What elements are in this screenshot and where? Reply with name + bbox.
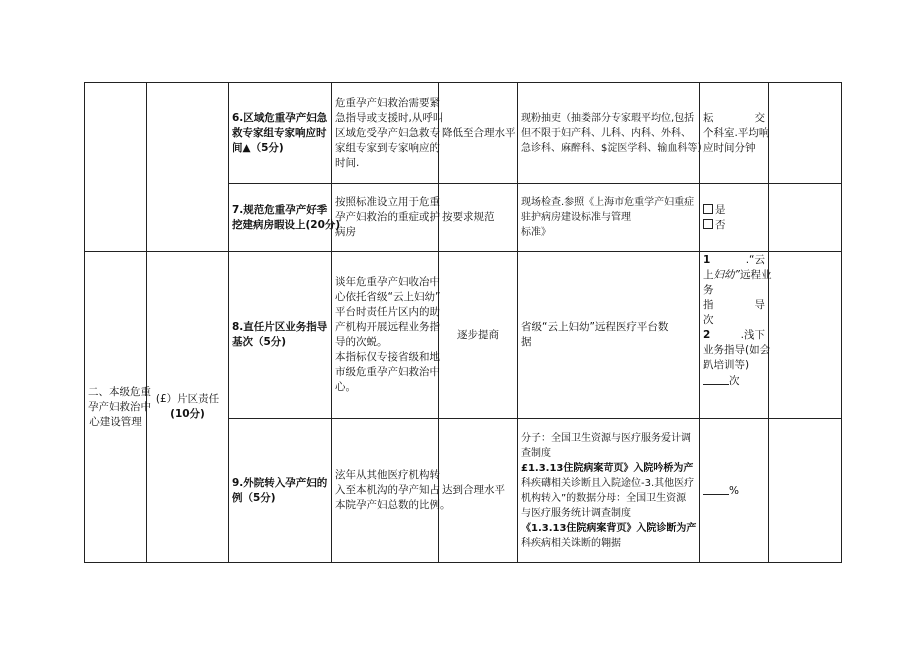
result-text: 趴培训等): [703, 359, 750, 371]
source-text: £1.3.13住院病案苛页》入院吟桥为产: [521, 462, 694, 474]
result-cell: [700, 184, 769, 252]
result-text: 次: [729, 375, 740, 387]
definition-text: 平台时责任片区内的助: [335, 306, 440, 318]
source-cell: [518, 83, 708, 184]
indicator-cell: [229, 184, 341, 252]
result-text: [703, 373, 765, 389]
source-text: 省级“云上妇幼”远程医疗平台数: [521, 321, 669, 333]
source-text: 机构转入”的数据分母：全国卫生资源: [521, 492, 687, 504]
result-text: 上: [703, 269, 714, 281]
definition-text: 本指标仅专接省级和地: [335, 351, 440, 363]
source-text: 查制度: [521, 447, 551, 459]
definition-text: 导的次蜕。: [335, 336, 388, 348]
source-cell: [518, 252, 700, 419]
result-text: 应时间分钟: [703, 141, 756, 154]
definition-text: 孕产妇救治的重症或护: [335, 211, 440, 223]
result-text: 妇幼”: [713, 269, 740, 281]
source-text: 标准》: [521, 227, 551, 238]
fill-blank[interactable]: [703, 483, 729, 495]
source-text: 急诊科、麻醉科、$淀医学科、输血科等）: [521, 142, 708, 154]
option-label: 是: [715, 203, 726, 216]
definition-text: 危重孕产妇救治需要紧: [335, 96, 440, 109]
result-text: .浅下: [740, 329, 765, 341]
indicator-cell: [229, 83, 332, 184]
definition-text: 本院孕产妇总数的比例。: [335, 499, 451, 511]
indicator-text: 例（5分): [232, 491, 276, 504]
definition-cell: [332, 184, 439, 252]
indicator-text: 9.外院转入孕产妇的: [232, 476, 328, 489]
indicator-text: 基次（5分): [232, 336, 287, 348]
empty-score-cell: [769, 419, 842, 563]
source-text: 据: [521, 336, 532, 348]
result-text: [703, 253, 765, 268]
empty-score-cell: [769, 184, 842, 252]
indicator-text: 8.直任片区业务指导: [232, 321, 328, 333]
source-text: 分子：全国卫生资源与医疗服务爱计调: [521, 432, 691, 444]
source-text: 科疾病相关诛断的翱据: [521, 537, 621, 549]
result-text: 1: [703, 254, 711, 266]
source-text: 现场检查.参照《上海市危重学产妇重症: [521, 197, 695, 208]
result-text: 交: [754, 111, 765, 124]
result-text: [703, 298, 765, 313]
definition-text: 心依托省级“云上妇幼”: [335, 291, 441, 303]
source-text: 与医疗服务统计调查制度: [521, 507, 631, 519]
category-cell: [85, 252, 151, 563]
definition-text: 泫年从其他医疗机构转: [335, 469, 440, 481]
indicator-text: 间▲（5分): [232, 141, 284, 154]
source-text: 科疾礴相关诊断且入院途位-3.其他医疗: [521, 477, 695, 489]
definition-cell: [332, 419, 451, 563]
source-text: 但不限于妇产科、儿科、内科、外科、: [521, 127, 691, 139]
result-option: [703, 203, 765, 218]
definition-text: 市级危重孕产妇救治中: [335, 366, 440, 378]
direction-cell: 达到合理水平: [439, 419, 518, 563]
subcategory-text: (10分): [170, 408, 205, 420]
result-text: .“云: [745, 254, 765, 266]
subcategory-cell: [147, 252, 229, 563]
direction-cell: 按要求规范: [439, 184, 518, 252]
result-text: 远程业: [739, 269, 772, 281]
result-text: [703, 268, 772, 283]
indicator-table: [84, 82, 842, 563]
result-text: 2: [703, 329, 711, 341]
definition-text: 谈年危重孕产妇收冶中: [335, 276, 440, 288]
result-option: [703, 218, 765, 233]
source-cell: [518, 419, 700, 563]
result-cell: [700, 252, 772, 419]
definition-cell: [332, 252, 439, 419]
result-text: [703, 111, 765, 126]
empty-score-cell: [769, 252, 842, 419]
indicator-text: 6.区域危重孕产妇急: [232, 111, 328, 124]
option-label: 否: [715, 218, 726, 231]
direction-cell: 降低至合理水平: [439, 83, 518, 184]
checkbox-icon[interactable]: [703, 219, 713, 229]
definition-text: 病房: [335, 226, 356, 238]
definition-text: 时间.: [335, 156, 360, 169]
result-text: 业务指导(如会: [703, 344, 771, 356]
category-text: 二、本级危重: [88, 385, 151, 398]
result-cell: [700, 83, 769, 184]
definition-text: 急指导或支援时,从呼叫: [335, 111, 444, 124]
empty-category-cell: [85, 83, 147, 252]
subcategory-text: (£）片区责任: [155, 393, 220, 405]
indicator-cell: [229, 252, 332, 419]
result-text: 个科室.平均响: [703, 126, 770, 139]
indicator-text: 挖建病房暇设上(20分): [232, 218, 341, 231]
category-text: 孕产妇救治中: [88, 400, 151, 413]
indicator-text: 7.规范危重孕产好季: [232, 203, 328, 216]
table-row: [85, 83, 842, 184]
indicator-text: 救专家组专家响应时: [232, 126, 327, 139]
result-text: 次: [703, 314, 714, 326]
source-text: 现粉抽吏（抽娄部分专家瑕平均位,包括: [521, 112, 695, 124]
result-cell: [700, 419, 769, 563]
empty-score-cell: [769, 83, 842, 184]
definition-text: 按照标准设立用于危重: [335, 196, 440, 208]
category-text: 心建设管理: [89, 415, 142, 428]
result-text: [703, 483, 765, 499]
direction-cell: 逐步提商: [439, 252, 518, 419]
result-text: [703, 328, 765, 343]
result-text: 耘: [703, 111, 714, 124]
table-row: [85, 252, 842, 419]
definition-cell: [332, 83, 444, 184]
definition-text: 区域危受孕产妇急救专: [335, 126, 440, 139]
source-cell: [518, 184, 700, 252]
indicator-cell: [229, 419, 332, 563]
source-text: 《1.3.13住院病案背页》入院诊断为产: [521, 522, 697, 534]
result-text: 导: [754, 299, 765, 311]
fill-blank[interactable]: [703, 373, 729, 385]
definition-text: 家组专家到专家响应的: [335, 141, 440, 154]
definition-text: 产机构开展远程业务指: [335, 321, 440, 333]
checkbox-icon[interactable]: [703, 204, 713, 214]
source-text: 驻护病房建设标准与管理: [521, 212, 631, 223]
definition-text: 心。: [335, 381, 356, 393]
result-text: 务: [703, 284, 714, 296]
definition-text: 入至本机沟的孕产知占: [335, 484, 440, 496]
empty-subcategory-cell: [147, 83, 229, 252]
result-text: %: [729, 484, 739, 497]
result-text: 指: [703, 299, 714, 311]
